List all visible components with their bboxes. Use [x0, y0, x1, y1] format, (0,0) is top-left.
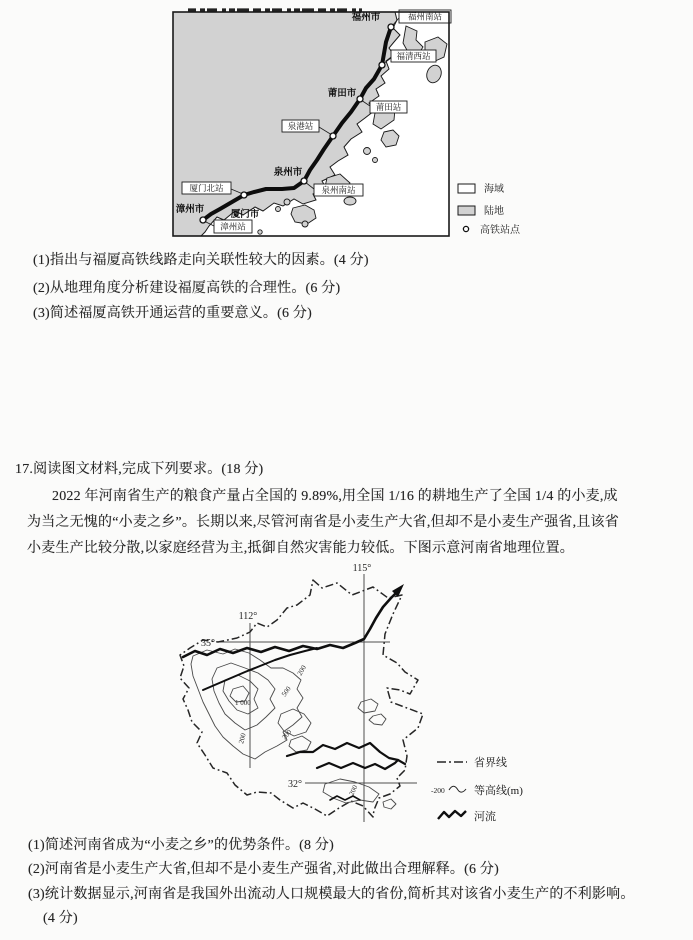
huai-river: [317, 760, 398, 769]
svg-text:泉港站: 泉港站: [287, 121, 314, 131]
station-label: [391, 50, 436, 62]
contour-swatch-value: -200: [431, 786, 445, 795]
question-17-heading: 17.阅读图文材料,完成下列要求。(18 分): [15, 462, 264, 477]
city-label: 漳州市: [175, 205, 205, 215]
rivers: [183, 584, 405, 800]
legend-label-boundary: 省界线: [474, 757, 507, 769]
question-17-3: (3)统计数据显示,河南省是我国外出流动人口规模最大的省份,简析其对该省小麦生产的不利影响。: [28, 887, 635, 902]
contour-label: 200: [347, 783, 360, 797]
svg-text:漳州站: 漳州站: [220, 221, 246, 232]
contour-label: 200: [237, 732, 248, 745]
contour-label: 200: [295, 663, 308, 677]
station-dot: [241, 192, 247, 198]
city-label: 莆田市: [327, 89, 357, 99]
island: [302, 221, 308, 227]
map2-legend: [431, 755, 523, 823]
station-label: [282, 120, 319, 132]
material-line-1: 2022 年河南省生产的粮食产量占全国的 9.89%,用全国 1/16 的耕地生产了全国 1/4 的小麦,成: [52, 489, 618, 504]
station-label: [182, 182, 231, 194]
legend-label-contour: 等高线(m): [474, 785, 523, 797]
yellow-river: [183, 591, 398, 657]
contour-label: 500: [280, 684, 293, 699]
city-label: 厦门市: [230, 210, 260, 220]
contour-1000: [223, 675, 258, 714]
svg-text:福清西站: 福清西站: [396, 51, 431, 61]
island: [373, 158, 378, 163]
question-16-2: (2)从地理角度分析建设福厦高铁的合理性。(6 分): [33, 281, 341, 296]
station-swatch: [463, 226, 468, 231]
svg-text:福州南站: 福州南站: [407, 11, 443, 22]
grid-label-35: 35°: [201, 638, 215, 649]
question-17-3-score: (4 分): [43, 911, 78, 926]
grid-label-115: 115°: [352, 563, 372, 574]
station-label: [314, 184, 363, 196]
contour-south: [383, 799, 396, 809]
sea-swatch: [458, 184, 475, 193]
city-label: 福州市: [351, 13, 381, 23]
contour-hill: [289, 736, 311, 752]
contour-label: 1 000: [235, 699, 251, 707]
station-dot: [388, 24, 394, 30]
station-dot: [357, 96, 363, 102]
station-dot: [379, 62, 385, 68]
legend-label-river: 河流: [474, 811, 496, 823]
land-swatch: [458, 206, 475, 215]
city-label: 泉州市: [273, 168, 303, 178]
station-dot: [330, 133, 336, 139]
station-dot: [301, 178, 307, 184]
huai-river-north-branch: [287, 743, 405, 764]
legend-label-sea: 海域: [484, 184, 504, 195]
henan-map: [165, 556, 595, 834]
fuxia-railway-map: [170, 8, 560, 242]
svg-text:莆田站: 莆田站: [375, 102, 402, 112]
legend-label-land: 陆地: [484, 206, 504, 217]
contour-hill: [369, 714, 386, 725]
island: [284, 199, 290, 205]
river-swatch: [438, 811, 466, 819]
island: [258, 230, 262, 234]
map1-legend: [458, 182, 521, 236]
question-16-3: (3)简述福厦高铁开通运营的重要意义。(6 分): [33, 306, 312, 321]
station-label: [370, 101, 407, 113]
question-17-2: (2)河南省是小麦生产大省,但却不是小麦生产强省,对此做出合理解释。(6 分): [28, 862, 499, 877]
material-line-2: 为当之无愧的“小麦之乡”。长期以来,尽管河南省是小麦生产大省,但却不是小麦生产强省,且该省: [27, 515, 619, 530]
svg-text:泉州南站: 泉州南站: [321, 185, 356, 195]
station-dot: [200, 217, 206, 223]
island: [344, 197, 356, 205]
grid-label-32: 32°: [288, 779, 302, 790]
svg-text:厦门北站: 厦门北站: [189, 183, 224, 193]
station-label: [214, 220, 252, 233]
question-16-1: (1)指出与福厦高铁线路走向关联性较大的因素。(4 分): [33, 253, 369, 268]
material-line-3: 小麦生产比较分散,以家庭经营为主,抵御自然灾害能力较低。下图示意河南省地理位置。: [27, 541, 574, 556]
contour-label: 200: [280, 728, 294, 742]
island: [276, 207, 281, 212]
contour-swatch: [449, 786, 466, 792]
question-17-1: (1)简述河南省成为“小麦之乡”的优势条件。(8 分): [28, 838, 334, 853]
legend-label-station: 高铁站点: [480, 225, 520, 236]
grid-label-112: 112°: [238, 611, 258, 622]
south-river: [330, 796, 360, 800]
island: [364, 148, 371, 155]
contour-hill: [358, 699, 378, 713]
